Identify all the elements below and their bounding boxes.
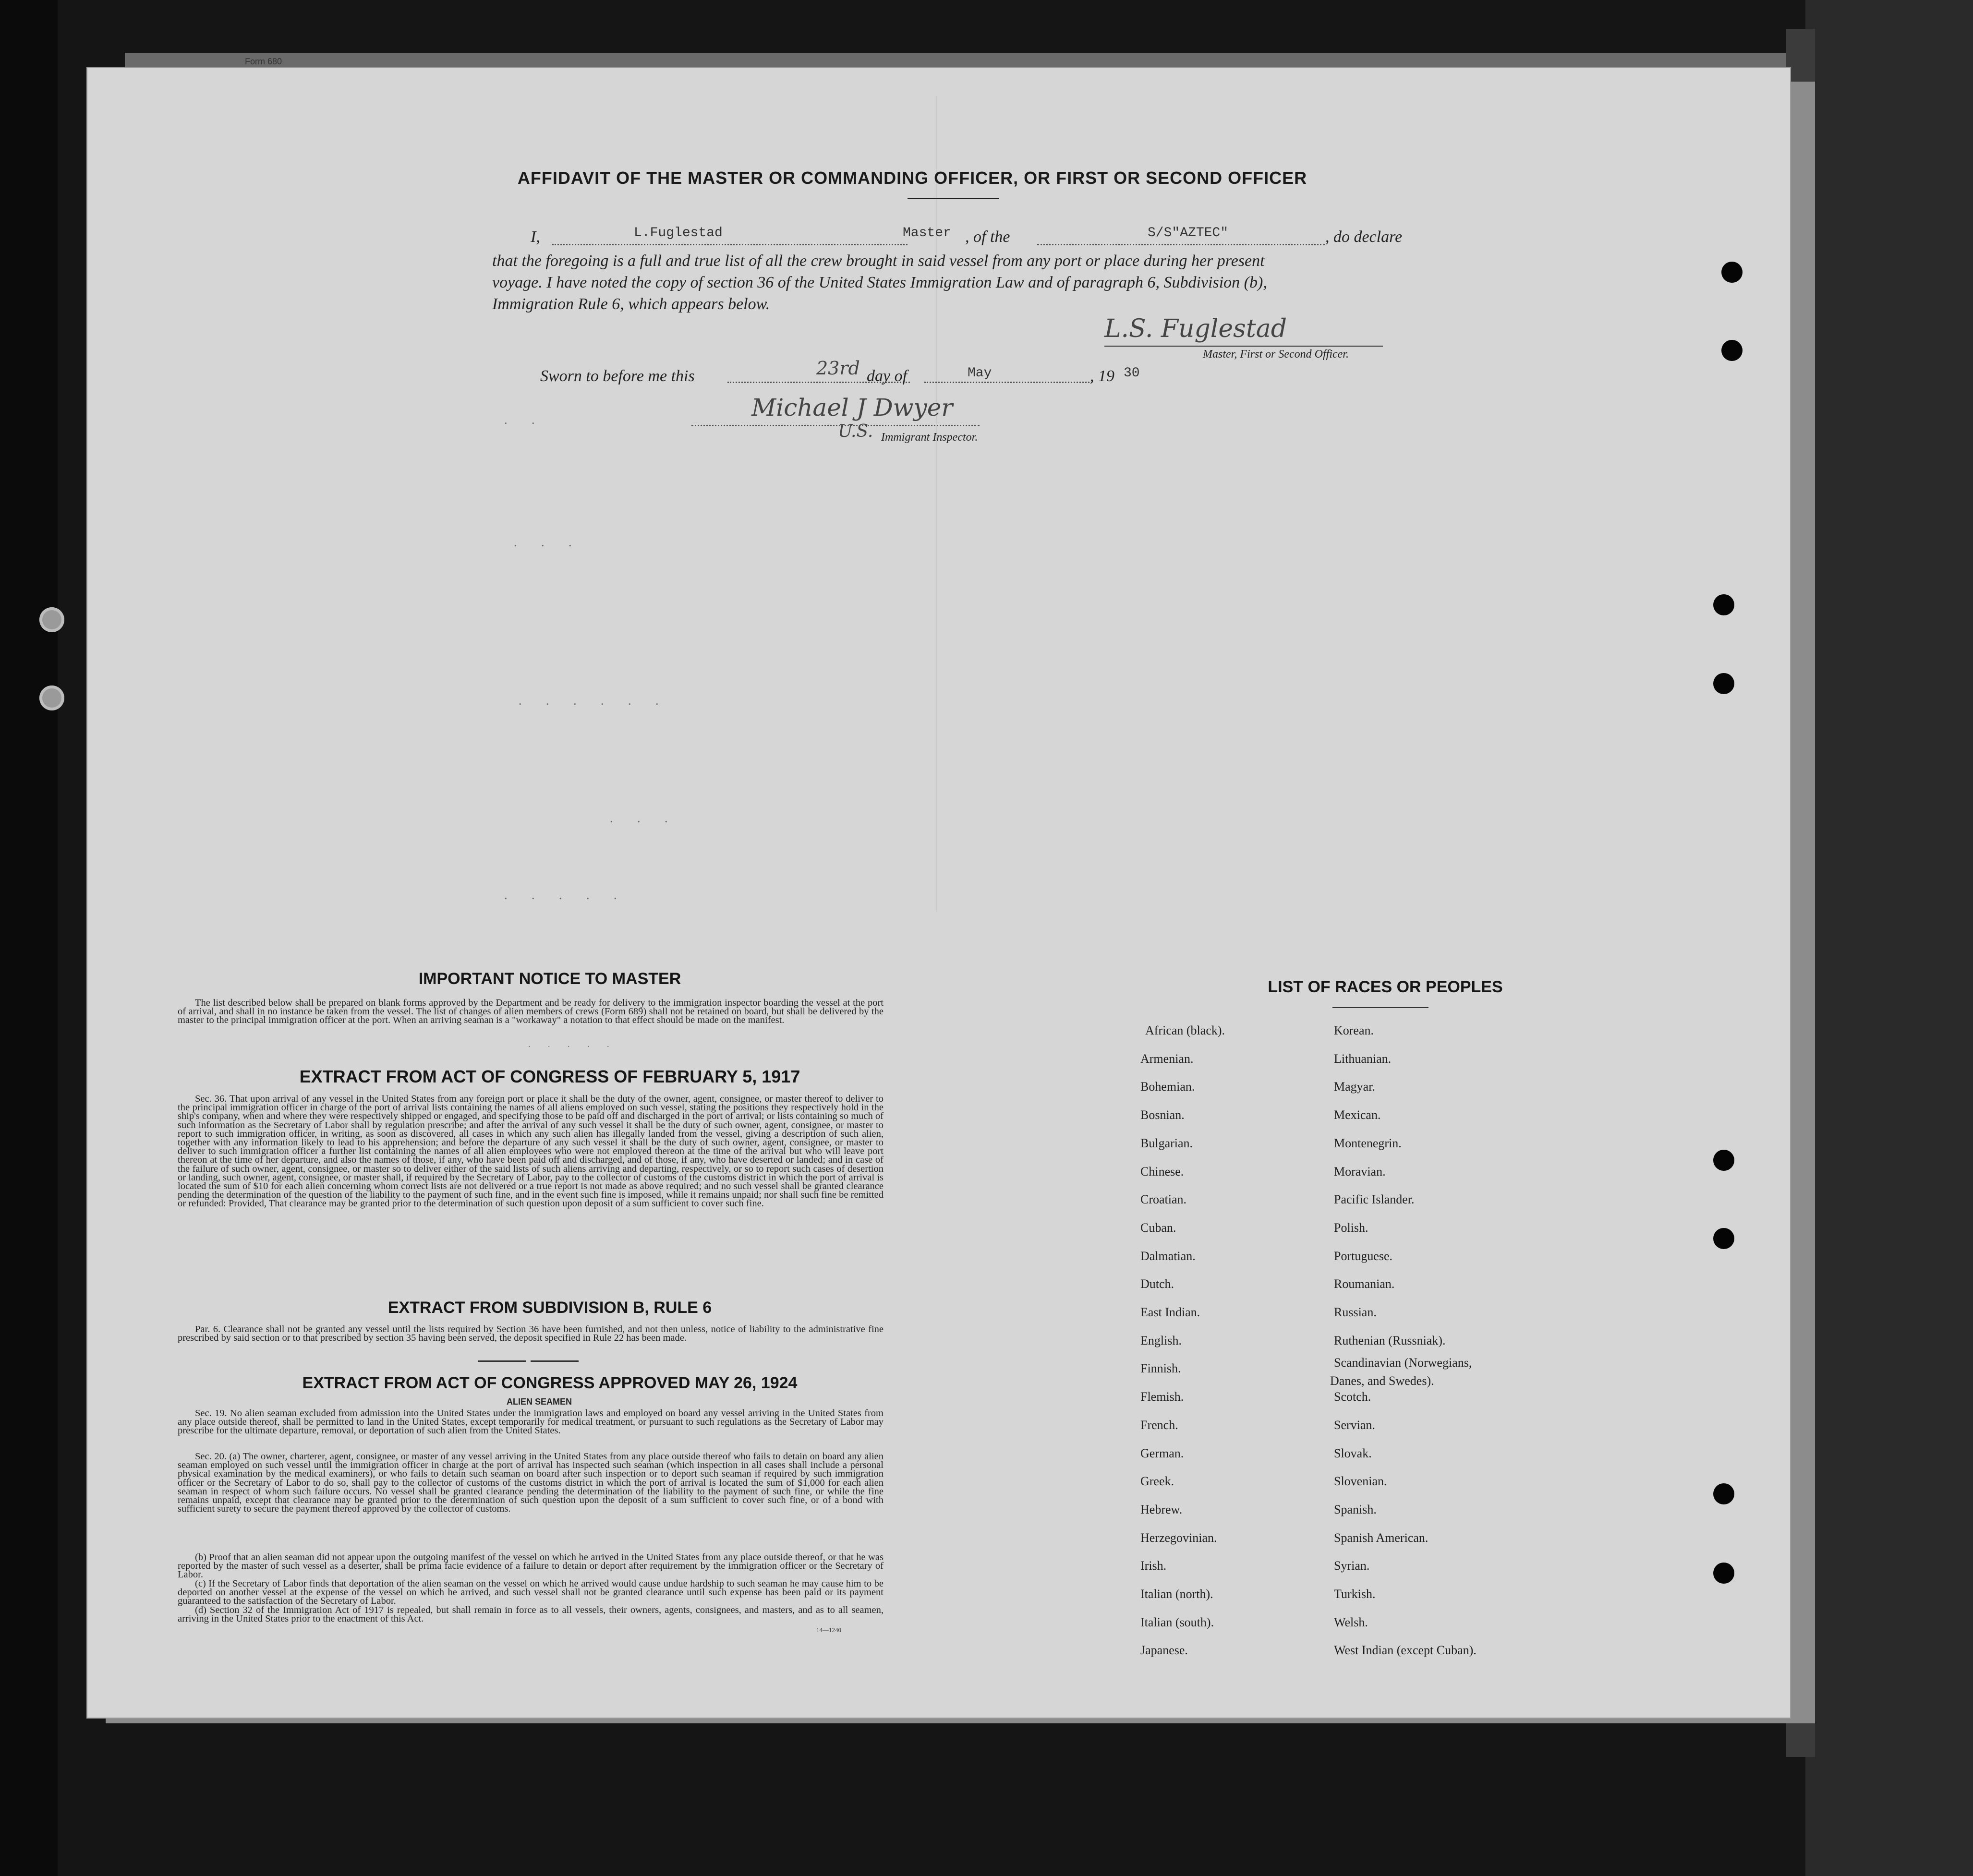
punch-hole <box>1721 262 1743 283</box>
race-item: Servian. <box>1334 1418 1375 1432</box>
race-item: Spanish American. <box>1334 1530 1428 1545</box>
inspector-caption: Immigrant Inspector. <box>881 431 978 444</box>
stray-marks: . . . . . <box>504 888 628 902</box>
race-item: Greek. <box>1140 1474 1174 1489</box>
sec20a-text: Sec. 20. (a) The owner, charterer, agent, consignee, or master of any vessel arriving in the United States from any place outside thereof who fails to detain on board any alien seaman employed on such vessel until the immigration officer in charge at the port of arrival has inspected such seaman (which inspection in all cases shall include a personal physical examination by the medical examiners), or who fails to detain such seaman on board after such inspection or to deport such seaman if required by such immigration officer or the Secretary of Labor to do so, shall pay to the collector of customs of the customs district in which the port of arrival is located the sum of $1,000 for each alien seaman in respect of whom such failure occurs. No vessel shall be granted clearance pending the determination of the liability to the payment of such fine, or while the fine remains unpaid, except that clearance may be granted prior to the determination of such question upon the deposit of a sum sufficient to cover such fine, or of a bond with sufficient surety to secure the payment thereof approved by the collector of customs. <box>178 1451 884 1515</box>
race-item: Chinese. <box>1140 1164 1184 1179</box>
race-item: Mexican. <box>1334 1108 1381 1122</box>
sworn-month: May <box>968 366 992 381</box>
inspector-prefix: U.S. <box>838 421 873 441</box>
stray-marks: . . . . . . <box>519 694 669 708</box>
race-item: Moravian. <box>1334 1164 1386 1179</box>
sec20b-text: (b) Proof that an alien seaman did not appear upon the outgoing manifest of the vessel on which he arrived in the United States from any place outside thereof, or that he was reported by the master of such vessel as a deserter, shall be prima facie evidence of a failure to detain or deport after requirement by the immigration officer or the Secretary of Labor. <box>178 1552 884 1580</box>
affidavit-line-3: voyage. I have noted the copy of section 36 of the United States Immigration Law and of paragraph 6, Subdivision (b), <box>492 274 1267 291</box>
race-item: Portuguese. <box>1334 1249 1393 1263</box>
race-item: Scandinavian (Norwegians, <box>1334 1356 1472 1370</box>
race-item: Hebrew. <box>1140 1502 1183 1516</box>
punch-hole <box>1713 673 1734 694</box>
sec20d-text: (d) Section 32 of the Immigration Act of 1917 is repealed, but shall remain in force as to all vessels, their owners, agents, consignees, and masters, and as to all seamen, arriving in the United States prior to the enactment of this Act. <box>178 1605 884 1624</box>
race-item: Slovenian. <box>1334 1474 1387 1489</box>
race-item: Russian. <box>1334 1305 1377 1319</box>
race-item: Bohemian. <box>1140 1080 1195 1094</box>
notice-title: IMPORTANT NOTICE TO MASTER <box>418 970 681 988</box>
stray-marks: . . <box>504 413 545 427</box>
race-item: Montenegrin. <box>1334 1136 1402 1150</box>
scanner-background-right <box>1805 0 1973 1876</box>
punch-hole <box>1721 340 1743 361</box>
month-blank <box>924 382 1092 383</box>
race-item-continued: Danes, and Swedes). <box>1330 1374 1434 1388</box>
race-item: Welsh. <box>1334 1615 1368 1629</box>
sec20c-text: (c) If the Secretary of Labor finds that deportation of the alien seaman on the vessel on which he arrived would cause undue hardship to such seaman he may cause him to be deported on another vessel at the expense of the vessel on which he arrived, and such vessel shall not be granted clearance until such expense has been paid or its payment guaranteed to the satisfaction of the Secretary of Labor. <box>178 1578 884 1607</box>
race-item: Scotch. <box>1334 1390 1371 1404</box>
extract-1917-text: Sec. 36. That upon arrival of any vessel in the United States from any foreign port or place it shall be the duty of the owner, agent, consignee, or master thereof to deliver to the principal immigration officer in charge of the port of arrival lists containing the names of all aliens employed on such vessel, stating the positions they respectively hold in the ship's company, when and where they were respectively shipped or engaged, and specifying those to be paid off and discharged in the port of arrival; or lists containing so much of such information as the Secretary of Labor shall by regulation prescribe; and after the arrival of any such vessel it shall be the duty of such owner, agent, consignee, or master to report to such immigration officer, in writing, as soon as discovered, all cases in which any such alien has illegally landed from the vessel, giving a description of such alien, together with any information likely to lead to his apprehension; and before the departure of any such vessel it shall be the duty of such owner, agent, consignee, or master to deliver to such immigration officer a further list containing the names of all alien employees who were not employed thereon at the time of the arrival but who will leave port thereon at the time of her departure, and also the names of those, if any, who have been paid off and discharged, and of those, if any, who have deserted or landed; and in case of the failure of such owner, agent, consignee, or master so to deliver either of the said lists of such aliens arriving and departing, respectively, or so to report such cases of desertion or landing, such owner, agent, consignee, or master shall, if required by the Secretary of Labor, pay to the collector of customs of the customs district in which the port of arrival is located the sum of $10 for each alien concerning whom correct lists are not delivered or a true report is not made as above required; and no such vessel shall be granted clearance pending the determination of the question of the liability to the payment of such fine, and in the event such fine is imposed, while it remains unpaid; nor shall such fine be remitted or refunded: Provided, That clearance may be granted prior to the determination of such question upon deposit of a sum sufficient to cover such fine. <box>178 1094 884 1209</box>
race-item: Ruthenian (Russniak). <box>1334 1333 1446 1347</box>
sworn-prefix: Sworn to before me this <box>540 367 695 385</box>
divider-rule <box>478 1360 526 1362</box>
notice-text: The list described below shall be prepared on blank forms approved by the Department and be ready for delivery to the immigration inspector boarding the vessel at the port of arrival, and shall in no instance be taken from the vessel. The list of changes of alien members of crews (Form 689) shall not be retained on board, but shall be delivered by the master to the principal immigration officer at the port. When an arriving seaman is a "workaway" a notation to that effect should be made on the manifest. <box>178 998 884 1026</box>
race-item: Slovak. <box>1334 1446 1372 1460</box>
year-prefix: , 19 <box>1090 367 1114 385</box>
race-item: Bosnian. <box>1140 1108 1185 1122</box>
master-name: L.Fuglestad <box>634 226 723 241</box>
race-item: Turkish. <box>1334 1587 1376 1601</box>
extract-1924-title: EXTRACT FROM ACT OF CONGRESS APPROVED MAY 26, 1924 <box>302 1374 798 1392</box>
race-item: Pacific Islander. <box>1334 1192 1415 1207</box>
alien-seamen-subtitle: ALIEN SEAMEN <box>507 1397 572 1407</box>
race-item: Herzegovinian. <box>1140 1530 1217 1545</box>
race-item: Japanese. <box>1140 1643 1188 1658</box>
punch-hole <box>1713 1228 1734 1249</box>
sworn-day: 23rd <box>816 358 860 379</box>
sworn-year: 30 <box>1124 366 1140 381</box>
race-item: African (black). <box>1145 1023 1225 1037</box>
punch-hole <box>1713 594 1734 615</box>
race-item: Dutch. <box>1140 1277 1174 1291</box>
punch-hole <box>39 607 64 632</box>
divider-rule <box>531 1360 579 1362</box>
race-item: Korean. <box>1334 1023 1374 1037</box>
race-item: French. <box>1140 1418 1178 1432</box>
punch-hole <box>39 685 64 710</box>
of-the: , of the <box>965 228 1010 246</box>
race-item: Irish. <box>1140 1559 1167 1573</box>
stray-marks: . . . <box>610 811 678 825</box>
paper-fold <box>936 96 937 912</box>
name-blank <box>552 244 908 245</box>
race-item: Spanish. <box>1334 1502 1377 1516</box>
stray-marks: . . . . . <box>528 1039 617 1049</box>
print-code: 14—1240 <box>816 1626 841 1634</box>
extract-1917-title: EXTRACT FROM ACT OF CONGRESS OF FEBRUARY 5, 1917 <box>299 1067 800 1086</box>
vessel-blank <box>1037 244 1325 245</box>
rule6-text: Par. 6. Clearance shall not be granted any vessel until the lists required by Section 36 have been furnished, and not then unless, notice of liability to the administrative fine prescribed by said section or to that prescribed by section 35 having been served, the deposit specified in Rule 22 has been made. <box>178 1324 884 1344</box>
race-item: Italian (north). <box>1140 1587 1213 1601</box>
race-item: Dalmatian. <box>1140 1249 1196 1263</box>
stray-marks: . . . <box>514 535 582 549</box>
inspector-signature: Michael J Dwyer <box>751 394 953 421</box>
signature-line <box>1104 346 1383 347</box>
master-signature: L.S. Fuglestad <box>1104 314 1287 343</box>
affidavit-i: I, <box>531 228 540 246</box>
race-item: Flemish. <box>1140 1390 1184 1404</box>
sec19-text: Sec. 19. No alien seaman excluded from admission into the United States under the immigration laws and employed on board any vessel arriving in the United States from any place outside thereof, shall be permitted to land in the United States, except temporarily for medical treatment, or pursuant to such regulations as the Secretary of Labor may prescribe for the ultimate departure, removal, or deportation of such alien from the United States. <box>178 1408 884 1436</box>
race-item: Armenian. <box>1140 1051 1194 1066</box>
race-item: Polish. <box>1334 1220 1368 1235</box>
punch-hole <box>1713 1563 1734 1584</box>
form-number: Form 680 <box>245 57 282 66</box>
vessel-name: S/S"AZTEC" <box>1148 226 1229 241</box>
race-item: Bulgarian. <box>1140 1136 1193 1150</box>
race-item: English. <box>1140 1333 1182 1347</box>
race-item: West Indian (except Cuban). <box>1334 1643 1477 1658</box>
race-item: East Indian. <box>1140 1305 1200 1319</box>
scanner-background-left <box>0 0 58 1876</box>
race-item: Roumanian. <box>1334 1277 1395 1291</box>
race-item: German. <box>1140 1446 1184 1460</box>
punch-hole <box>1713 1150 1734 1171</box>
day-of: day of <box>867 367 908 385</box>
race-item: Italian (south). <box>1140 1615 1214 1629</box>
inspector-blank <box>691 425 980 426</box>
race-item: Croatian. <box>1140 1192 1187 1207</box>
rule6-title: EXTRACT FROM SUBDIVISION B, RULE 6 <box>387 1299 712 1317</box>
rank: Master <box>903 226 951 241</box>
races-title-rule <box>1332 1007 1428 1008</box>
affidavit-line-4: Immigration Rule 6, which appears below. <box>492 295 770 313</box>
affidavit-line-2: that the foregoing is a full and true list of all the crew brought in said vessel from any port or place during her present <box>492 252 1265 270</box>
punch-hole <box>1713 1483 1734 1504</box>
do-declare: , do declare <box>1325 228 1403 246</box>
race-item: Lithuanian. <box>1334 1051 1392 1066</box>
affidavit-title: AFFIDAVIT OF THE MASTER OR COMMANDING OFFICER, OR FIRST OR SECOND OFFICER <box>517 168 1307 188</box>
race-item: Magyar. <box>1334 1080 1375 1094</box>
master-caption: Master, First or Second Officer. <box>1203 348 1349 361</box>
race-item: Finnish. <box>1140 1361 1181 1376</box>
races-title: LIST OF RACES OR PEOPLES <box>1268 978 1503 996</box>
title-rule <box>908 198 999 199</box>
race-item: Syrian. <box>1334 1559 1370 1573</box>
race-item: Cuban. <box>1140 1220 1176 1235</box>
